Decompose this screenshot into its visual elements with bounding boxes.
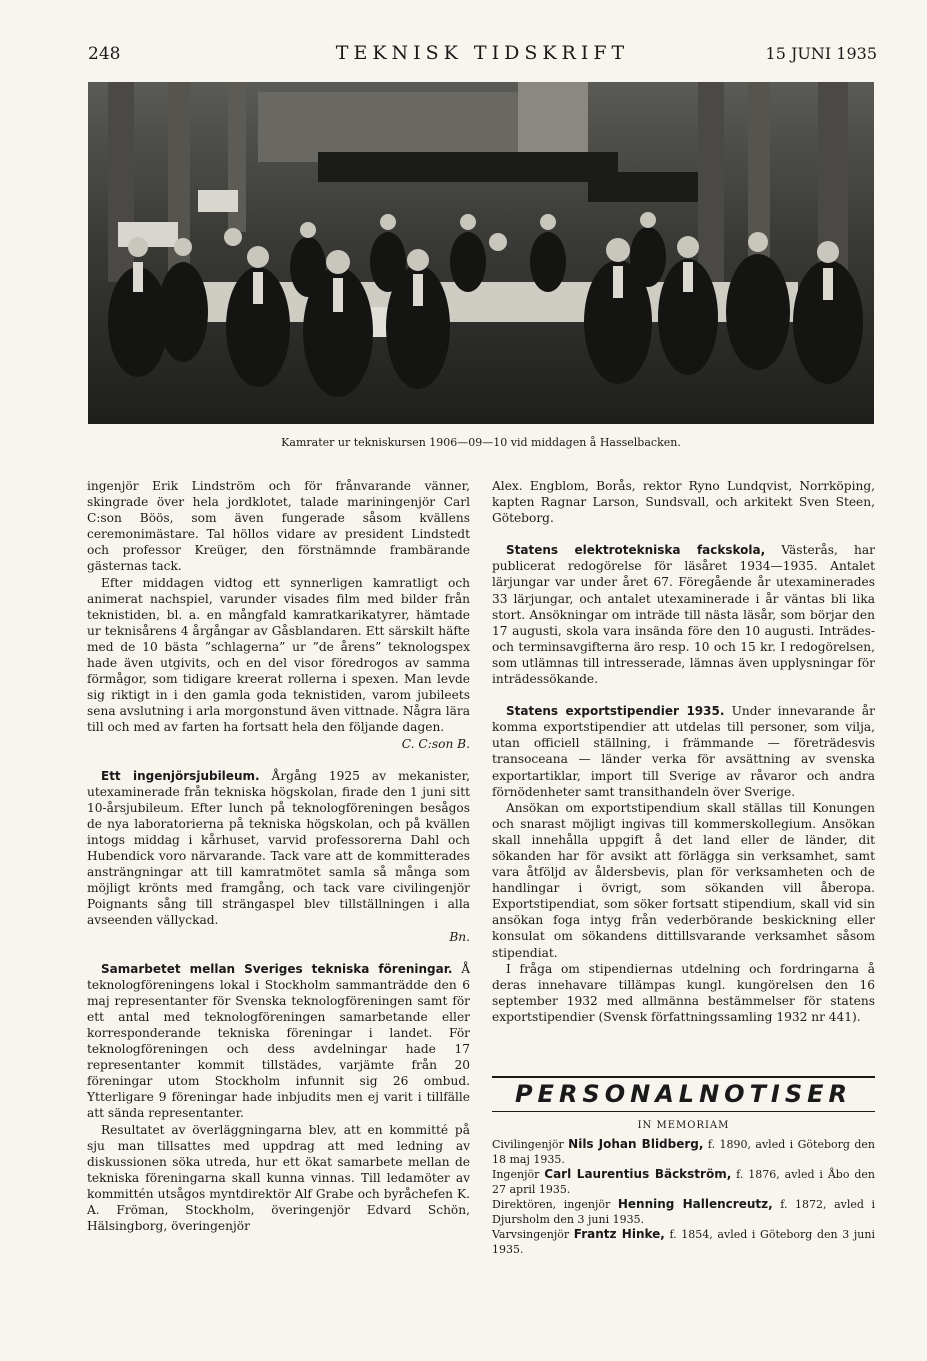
signature: C. C:son B. (401, 736, 470, 751)
page-header (88, 40, 877, 68)
obituary: Varvsingenjör Frantz Hinke, f. 1854, avled i Göteborg den 3 juni 1935. (492, 1227, 875, 1256)
obituary: Civilingenjör Nils Johan Blidberg, f. 1890, avled i Göteborg den 18 maj 1935. (492, 1137, 876, 1166)
obituary: Ingenjör Carl Laurentius Bäckström, f. 1876, avled i Åbo den 27 april 1935. (492, 1167, 876, 1196)
paragraph: Efter middagen vidtog ett synnerligen kamratligt och animerat nachspiel, varunder visades film med bilder från teknistiden, bl. a. en mångfald kamratkarikatyrer, hämtade ur teknisårens 4 årgångar av Gåsblandaren. Ett särskilt häfte med de 10 bästa ”schlagerna” ur ”de årens” teknologspex hade även utgivits, och en del visor föredrogos av samma förmågor, som tidigare kreerat rollerna i spexen. Man levde sig riktigt in i den gamla goda teknistiden, varom jubileets sena avslutning i arla morgonstund även vittnade. Några lära till och med av farten ha fortsatt hela den följande dagen. (87, 575, 470, 735)
paragraph: Under innevarande år komma exportstipendier att utdelas till personer, som vilja, utan officiell ställning, i främmande — företrädesvis transoceana — länder verka för avsättning av svenska exportartiklar, import till Sverige av råvaror och andra förnödenheter samt transithandeln över Sverige. (492, 704, 875, 799)
signature: Bn. (449, 929, 470, 944)
section-title: PERSONALNOTISER (514, 1080, 853, 1108)
article-ingenjorsjubileum (87, 768, 470, 929)
paragraph: Resultatet av överläggningarna blev, att en kommitté på sju man tillsattes med uppdrag att med ledning av diskussionen söka utreda, hur ett ökat samarbete mellan de tekniska föreningarna skall kunna vinnas. Till ledamöter av kommittén utsågos myntdirektör Alf Grabe och byråchefen K. A. Fröman, Stockholm, överingenjör Edvard Schön, Hälsingborg, överingenjör (87, 1122, 470, 1234)
article-elektrotekniska-fackskola (492, 542, 875, 687)
article-heading: Statens exportstipendier 1935. (506, 704, 725, 719)
paragraph: Ansökan om exportstipendium skall ställas till Konungen och snarast möjligt ingivas till kommerskollegium. Ansökan skall innehålla uppgift å det land eller de länder, dit sökanden har för avsikt att förlägga sin verksamhet, samt vara åtföljd av åldersbevis, plan för verksamheten och de handlingar i övrigt, som sökanden vill åberopa. Exportstipendiat, som söker fortsatt stipendium, skall vid sin ansökan foga intyg från vederbörande beskickning eller konsulat om sökandens dittillsvarande verksamhet såsom stipendiat. (492, 800, 875, 960)
left-column (87, 478, 470, 1234)
article-exportstipendier (492, 703, 875, 800)
paragraph: Årgång 1925 av mekanister, utexaminerade från tekniska högskolan, firade den 1 juni sitt 10-årsjubileum. Efter lunch på teknologföreningen besågos de nya laboratorierna på tekniska högskolan, och på kvällen intogs middag i kårhuset, varvid professorerna Dahl och Hubendick voro närvarande. Tack vare att de kommitterades ansträngningar att till kamratmötet samla så många som möjligt krönts med framgång, och tack vare civilingenjör Poignants sång till strängaspel blev tillställningen i alla avseenden vällyckad. (87, 768, 470, 928)
paragraph: Västerås, har publicerat redogörelse för läsåret 1934—1935. Antalet lärjungar var under året 67. Föregående år utexaminerades 33 lärjungar, och antalet utexaminerade i år väntas bli lika stort. Ansökningar om inträde till nästa läsår, som börjar den 17 augusti, skola vara insända före den 10 augusti. Inträdes- och terminsavgifterna äro resp. 10 och 15 kr. I redogörelsen, som utlämnas till intresserade, lämnas även upplysningar för inträdessökande. (492, 543, 875, 687)
right-column (492, 478, 875, 1025)
journal-title: TEKNISK TIDSKRIFT (335, 42, 630, 64)
banquet-photo (88, 82, 874, 424)
paragraph: Alex. Engblom, Borås, rektor Ryno Lundqvist, Norrköping, kapten Ragnar Larson, Sundsvall, och arkitekt Sven Steen, Göteborg. (492, 479, 875, 526)
photo-caption: Kamrater ur tekniskursen 1906—09—10 vid middagen å Hasselbacken. (281, 436, 681, 449)
divider (492, 1111, 875, 1112)
article-heading: Samarbetet mellan Sveriges tekniska föreningar. (101, 961, 453, 976)
obituary: Direktören, ingenjör Henning Hallencreutz, f. 1872, avled i Djursholm den 3 juni 1935. (492, 1197, 876, 1226)
memoriam-heading: IN MEMORIAM (637, 1120, 730, 1131)
issue-date: 15 JUNI 1935 (765, 44, 877, 63)
paragraph: Å teknologföreningens lokal i Stockholm sammanträdde den 6 maj representanter för Svenska teknologföreningen samt för ett antal med teknologföreningen samarbetande eller korresponderande tekniska föreningar i landet. För teknologföreningen och dess avdelningar hade 17 representanter kommit tillstädes, varjämte från 20 föreningar utom Stockholm infunnit sig 26 ombud. Ytterligare 9 föreningar hade inbjudits men ej varit i tillfälle att sända representanter. (87, 961, 470, 1121)
paragraph: I fråga om stipendiernas utdelning och fordringarna å deras innehavare tillämpas kungl. kungörelsen den 16 september 1932 med allmänna bestämmelser för statens exportstipendier (Svensk författningssamling 1932 nr 441). (492, 961, 875, 1024)
article-heading: Statens elektrotekniska fackskola, (506, 543, 766, 558)
personalnotiser-section (492, 1076, 875, 1257)
divider (492, 1076, 875, 1078)
article-heading: Ett ingenjörsjubileum. (101, 768, 260, 783)
article-samarbetet (87, 961, 470, 1122)
page-number: 248 (88, 44, 121, 64)
paragraph: ingenjör Erik Lindström och för frånvarande vänner, skingrade över hela jordklotet, talade mariningenjör Carl C:son Böös, som även fungerade såsom kvällens ceremonimästare. Tal höllos vidare av president Lindstedt och professor Kreüger, den förstnämnde frambärande gästernas tack. (87, 479, 470, 574)
